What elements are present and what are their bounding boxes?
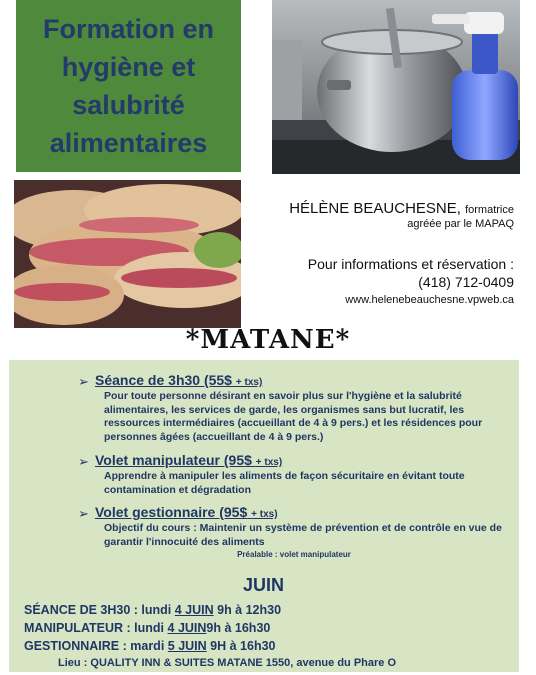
course-description: Objectif du cours : Maintenir un système de prévention et de contrôle en vue de garantir l'innocuité des aliments [104, 522, 502, 548]
course-manager [78, 504, 510, 559]
arrow-bullet-icon: ➢ [78, 454, 89, 469]
month-heading: JUIN [242, 575, 284, 595]
schedule-row: SÉANCE DE 3H30 : lundi 4 JUIN 9h à 12h30 [24, 603, 282, 617]
contact-website: www.helenebeauchesne.vpweb.ca [345, 294, 514, 306]
course-prerequisite: Préalable : volet manipulateur [237, 550, 351, 559]
course-session [78, 372, 510, 444]
arrow-bullet-icon: ➢ [78, 506, 89, 521]
contact-label: Pour informations et réservation : [307, 256, 514, 272]
sandwich-photo [14, 180, 241, 328]
contact-block [252, 256, 514, 306]
contact-phone: (418) 712-0409 [418, 274, 514, 290]
course-handler [78, 452, 510, 497]
course-title: Volet gestionnaire (95$ + txs) [95, 504, 278, 520]
trainer-block [252, 200, 514, 230]
kitchen-photo [272, 0, 520, 174]
course-title: Séance de 3h30 (55$ + txs) [95, 372, 263, 388]
kitchen-illustration [272, 0, 520, 174]
trainer-approval: agréée par le MAPAQ [407, 218, 514, 230]
flyer-title: Formation en hygiène et salubrité alimentaires [42, 14, 214, 158]
course-description: Pour toute personne désirant en savoir plus sur l'hygiène et la salubrité alimentaires, les services de garde, les organismes sans but lucratif, les ressources intermédiaires (accueillant de 4 à 9 pers.) et les résidences pour personnes âgées (accueillant de 4 à 9 pers.) [104, 390, 483, 443]
title-banner [16, 0, 241, 172]
trainer-role: formatrice [465, 204, 514, 216]
schedule-row: GESTIONNAIRE : mardi 5 JUIN 9H à 16h30 [24, 639, 276, 653]
course-title: Volet manipulateur (95$ + txs) [95, 452, 283, 468]
trainer-name: HÉLÈNE BEAUCHESNE, [289, 200, 461, 217]
city-heading: *MATANE* [185, 325, 351, 355]
arrow-bullet-icon: ➢ [78, 374, 89, 389]
trainer-name-line [252, 200, 514, 217]
sandwich-illustration [14, 180, 241, 328]
course-description: Apprendre à manipuler les aliments de façon sécuritaire en évitant toute contamination et dégradation [104, 470, 465, 496]
venue-line: Lieu : QUALITY INN & SUITES MATANE 1550, avenue du Phare O [58, 657, 397, 669]
schedule-row: MANIPULATEUR : lundi 4 JUIN9h à 16h30 [24, 621, 271, 635]
